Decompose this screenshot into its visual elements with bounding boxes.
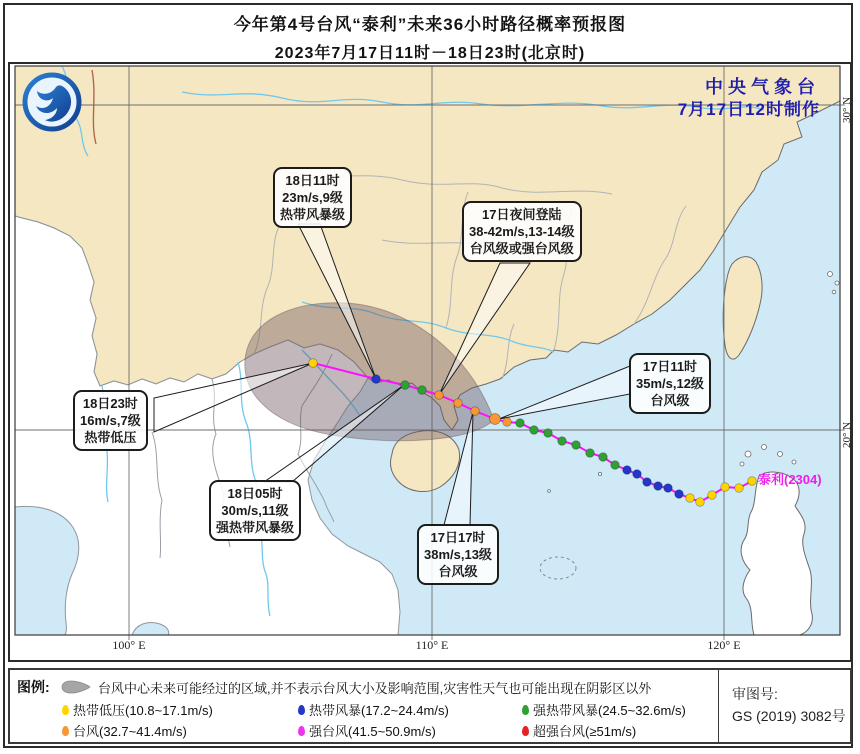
legend-item-ts [298, 700, 449, 719]
callout-landfall [462, 201, 582, 262]
track-point [490, 414, 501, 425]
callout-time: 17日17时 [430, 530, 486, 545]
agency-issued-time: 7月17日12时制作 [677, 99, 820, 119]
legend-item-sty [298, 721, 436, 740]
map-review-number [732, 684, 846, 727]
storm-name-label: 泰利(2304) [758, 472, 822, 487]
legend-item-label: 强台风(41.5~50.9m/s) [309, 724, 436, 739]
legend-item-label: 强热带风暴(24.5~32.6m/s) [533, 703, 686, 718]
callout-wind: 38-42m/s,13-14级 [469, 224, 575, 240]
callout-category: 台风级或强台风级 [469, 241, 574, 257]
legend-item-label: 超强台风(≥51m/s) [533, 724, 637, 739]
callout-category: 热带低压 [84, 430, 137, 446]
track-point [516, 419, 525, 428]
lat-label-30n: 30° N [841, 96, 853, 124]
track-point [696, 498, 705, 507]
callout-wind: 16m/s,7级 [80, 413, 141, 429]
callout-time: 18日11时 [285, 173, 340, 188]
legend-title: 图例: [17, 679, 50, 695]
callout-wind: 23m/s,9级 [282, 190, 343, 206]
track-point [708, 491, 717, 500]
legend-item-label: 台风(32.7~41.4m/s) [73, 724, 187, 739]
cma-logo [22, 72, 82, 137]
track-point [503, 418, 512, 427]
track-point [633, 470, 642, 479]
callout-category: 台风级 [650, 393, 690, 409]
lon-label-120e: 120° E [707, 638, 741, 652]
cma-logo-icon [22, 72, 82, 132]
callout-time: 17日11时 [642, 359, 698, 374]
callout-time: 17日夜间登陆 [482, 207, 562, 222]
track-point [748, 477, 757, 486]
review-label: 审图号: [732, 686, 778, 702]
track-point [544, 429, 553, 438]
legend-item-sts [522, 700, 686, 719]
track-point [643, 478, 652, 487]
callout-time: 18日23时 [82, 396, 138, 411]
legend-item-label: 热带低压(10.8~17.1m/s) [73, 703, 213, 718]
figure-title [0, 10, 860, 63]
legend [8, 668, 852, 744]
legend-item-ty [62, 721, 187, 740]
track-point [623, 466, 632, 475]
legend-item-superty [522, 721, 636, 740]
track-point [664, 484, 673, 493]
cone-icon [60, 679, 92, 700]
callout-category: 台风级 [438, 564, 478, 580]
track-point [654, 482, 663, 491]
track-point [611, 461, 620, 470]
forecast-map [8, 62, 852, 662]
callout-time: 18日05时 [227, 486, 283, 501]
lat-label-20n: 20° N [841, 421, 853, 449]
track-point [454, 399, 463, 408]
callout-category: 热带风暴级 [280, 207, 346, 223]
callout-forecast-18d23h [73, 390, 148, 451]
callout-category: 强热带风暴级 [216, 520, 295, 536]
sty-dot-icon [298, 726, 305, 736]
legend-item-td [62, 700, 213, 719]
legend-cone-description: 台风中心未来可能经过的区域,并不表示台风大小及影响范围,灾害性天气也可能出现在阴影区以外 [98, 681, 652, 696]
callout-wind: 35m/s,12级 [636, 376, 704, 392]
ty-dot-icon [62, 726, 69, 736]
track-point [372, 375, 381, 384]
track-point [530, 426, 539, 435]
agency-name: 中央气象台 [705, 77, 820, 97]
track-point [558, 437, 567, 446]
legend-divider [718, 670, 719, 742]
ts-dot-icon [298, 705, 305, 715]
title-line2: 2023年7月17日11时－18日23时(北京时) [274, 45, 586, 62]
track-point [721, 483, 730, 492]
track-point [735, 484, 744, 493]
lon-label-110e: 110° E [415, 638, 449, 652]
track-point [675, 490, 684, 499]
track-point [686, 494, 695, 503]
callout-forecast-17d17h [417, 524, 499, 585]
track-point [418, 386, 427, 395]
track-point [435, 391, 444, 400]
title-line1: 今年第4号台风“泰利”未来36小时路径概率预报图 [233, 15, 627, 34]
callout-wind: 30m/s,11级 [221, 503, 289, 519]
track-point [572, 441, 581, 450]
track-point [401, 381, 410, 390]
callout-wind: 38m/s,13级 [424, 547, 492, 563]
superty-dot-icon [522, 726, 529, 736]
review-value: GS (2019) 3082号 [732, 707, 846, 724]
td-dot-icon [62, 705, 69, 715]
track-point [309, 359, 318, 368]
agency-watermark [678, 76, 820, 120]
track-point [586, 449, 595, 458]
callout-current-17d11h [629, 353, 711, 414]
sts-dot-icon [522, 705, 529, 715]
lon-label-100e: 100° E [112, 638, 146, 652]
track-point [599, 453, 608, 462]
legend-item-label: 热带风暴(17.2~24.4m/s) [309, 703, 449, 718]
track-point [471, 407, 480, 416]
callout-forecast-18d11h [273, 167, 352, 228]
callout-forecast-18d05h [209, 480, 301, 541]
